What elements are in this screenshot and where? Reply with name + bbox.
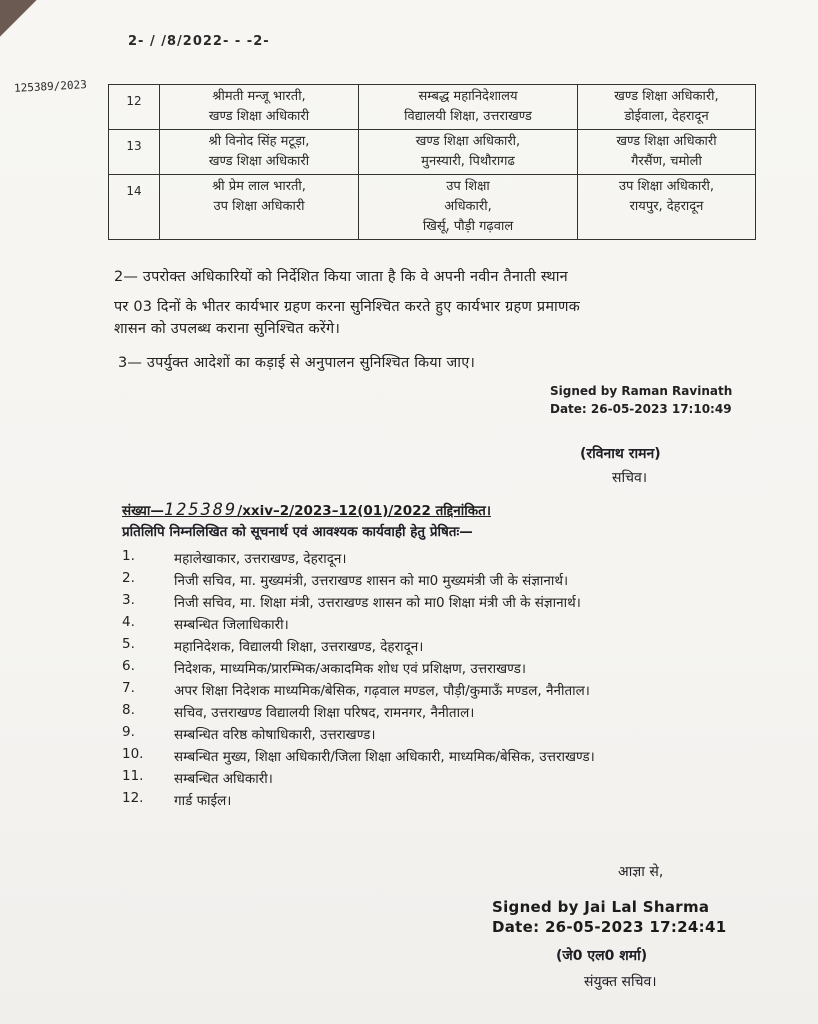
list-item bbox=[122, 724, 772, 746]
officer-cell bbox=[160, 130, 359, 175]
list-item-number: 3. bbox=[122, 592, 135, 608]
current-post-cell bbox=[359, 85, 578, 130]
signature2-signed-by: Signed by Jai Lal Sharma bbox=[492, 898, 710, 916]
signature1-title: सचिव। bbox=[612, 470, 648, 486]
page-reference: 2- / /8/2022- - -2- bbox=[128, 34, 270, 49]
list-item bbox=[122, 768, 772, 790]
serial-number: 12 bbox=[126, 94, 142, 108]
list-item-text: गार्ड फाईल। bbox=[174, 793, 232, 809]
current-post-line: खण्ड शिक्षा अधिकारी, bbox=[415, 134, 521, 149]
officer-name: श्रीमती मन्जू भारती, bbox=[212, 89, 306, 104]
new-post-line: रायपुर, देहरादून bbox=[629, 199, 704, 214]
page-fold bbox=[0, 0, 60, 60]
list-item-number: 12. bbox=[122, 790, 144, 806]
list-item bbox=[122, 790, 772, 812]
current-post-line: अधिकारी, bbox=[444, 199, 492, 214]
officer-cell bbox=[160, 85, 359, 130]
list-item bbox=[122, 702, 772, 724]
new-post-cell bbox=[578, 175, 756, 240]
list-item bbox=[122, 658, 772, 680]
list-item bbox=[122, 636, 772, 658]
list-item-text: सम्बन्धित वरिष्ठ कोषाधिकारी, उत्तराखण्ड। bbox=[174, 727, 376, 743]
list-item-text: सम्बन्धित मुख्य, शिक्षा अधिकारी/जिला शिक्षा अधिकारी, माध्यमिक/बेसिक, उत्तराखण्ड। bbox=[174, 749, 595, 765]
signature1-name: (रविनाथ रामन) bbox=[580, 446, 661, 462]
list-item-text: अपर शिक्षा निदेशक माध्यमिक/बेसिक, गढ़वाल मण्डल, पौड़ी/कुमाऊँ मण्डल, नैनीताल। bbox=[174, 683, 590, 699]
para2-line2: पर 03 दिनों के भीतर कार्यभार ग्रहण करना सुनिश्चित करते हुए कार्यभार ग्रहण प्रमाणक bbox=[114, 299, 580, 315]
cc-heading: प्रतिलिपि निम्नलिखित को सूचनार्थ एवं आवश्यक कार्यवाही हेतु प्रेषितः— bbox=[122, 524, 473, 540]
para2-line3: शासन को उपलब्ध कराना सुनिश्चित करेंगे। bbox=[114, 321, 341, 337]
reference-number bbox=[122, 500, 491, 520]
signature2-name: (जे0 एल0 शर्मा) bbox=[556, 948, 648, 964]
list-item-number: 2. bbox=[122, 570, 135, 586]
list-item-text: महालेखाकार, उत्तराखण्ड, देहरादून। bbox=[174, 551, 347, 567]
signature2-title: संयुक्त सचिव। bbox=[584, 974, 657, 990]
list-item bbox=[122, 746, 772, 768]
list-item-text: निजी सचिव, मा. मुख्यमंत्री, उत्तराखण्ड शासन को मा0 मुख्यमंत्री जी के संज्ञानार्थ। bbox=[174, 573, 569, 589]
list-item-text: सम्बन्धित अधिकारी। bbox=[174, 771, 273, 787]
row-serial bbox=[109, 85, 160, 130]
officer-role: उप शिक्षा अधिकारी bbox=[213, 199, 305, 214]
table-row bbox=[109, 130, 756, 175]
reference-prefix: संख्या— bbox=[122, 503, 164, 519]
officer-role: खण्ड शिक्षा अधिकारी bbox=[208, 154, 310, 169]
cc-list bbox=[122, 548, 772, 812]
list-item-number: 10. bbox=[122, 746, 144, 762]
row-serial bbox=[109, 175, 160, 240]
new-post-line: डोईवाला, देहरादून bbox=[624, 109, 709, 124]
new-post-line: उप शिक्षा अधिकारी, bbox=[618, 179, 715, 194]
list-item-number: 7. bbox=[122, 680, 135, 696]
signature2-order: आज्ञा से, bbox=[618, 864, 664, 880]
list-item bbox=[122, 570, 772, 592]
new-post-line: गैरसैंण, चमोली bbox=[631, 154, 702, 169]
list-item-text: सम्बन्धित जिलाधिकारी। bbox=[174, 617, 289, 633]
current-post-line: विद्यालयी शिक्षा, उत्तराखण्ड bbox=[404, 109, 532, 124]
signature1-date: Date: 26-05-2023 17:10:49 bbox=[550, 402, 732, 416]
signature2-date: Date: 26-05-2023 17:24:41 bbox=[492, 918, 727, 936]
current-post-line: खिर्सू, पौड़ी गढ़वाल bbox=[422, 219, 514, 234]
officer-role: खण्ड शिक्षा अधिकारी bbox=[208, 109, 310, 124]
table-row bbox=[109, 175, 756, 240]
para3: 3— उपर्युक्त आदेशों का कड़ाई से अनुपालन सुनिश्चित किया जाए। bbox=[118, 355, 476, 371]
reference-suffix: /xxiv–2/2023–12(01)/2022 तद्दिनांकित। bbox=[237, 503, 491, 519]
new-post-line: खण्ड शिक्षा अधिकारी, bbox=[614, 89, 719, 104]
list-item-number: 11. bbox=[122, 768, 144, 784]
signature1-signed-by: Signed by Raman Ravinath bbox=[550, 384, 733, 398]
current-post-line: उप शिक्षा bbox=[446, 179, 490, 194]
officer-name: श्री विनोद सिंह मटूड़ा, bbox=[208, 134, 310, 149]
list-item-text: सचिव, उत्तराखण्ड विद्यालयी शिक्षा परिषद, रामनगर, नैनीताल। bbox=[174, 705, 475, 721]
transfer-table bbox=[108, 84, 756, 240]
new-post-cell bbox=[578, 85, 756, 130]
reference-handwritten-number: 125389 bbox=[163, 500, 238, 520]
margin-file-number: 125389/2023 bbox=[13, 78, 88, 95]
row-serial bbox=[109, 130, 160, 175]
list-item-number: 8. bbox=[122, 702, 135, 718]
list-item-text: निदेशक, माध्यमिक/प्रारम्भिक/अकादमिक शोध एवं प्रशिक्षण, उत्तराखण्ड। bbox=[174, 661, 526, 677]
list-item bbox=[122, 680, 772, 702]
current-post-line: मुनस्यारी, पिथौरागढ bbox=[421, 154, 515, 169]
serial-number: 13 bbox=[126, 139, 142, 153]
list-item bbox=[122, 548, 772, 570]
serial-number: 14 bbox=[126, 184, 142, 198]
table-row bbox=[109, 85, 756, 130]
list-item-number: 5. bbox=[122, 636, 135, 652]
current-post-cell bbox=[359, 175, 578, 240]
list-item-number: 6. bbox=[122, 658, 135, 674]
list-item-number: 4. bbox=[122, 614, 135, 630]
list-item-number: 1. bbox=[122, 548, 135, 564]
officer-name: श्री प्रेम लाल भारती, bbox=[212, 179, 306, 194]
list-item-text: निजी सचिव, मा. शिक्षा मंत्री, उत्तराखण्ड शासन को मा0 शिक्षा मंत्री जी के संज्ञानार्थ। bbox=[174, 595, 581, 611]
list-item bbox=[122, 592, 772, 614]
para2-line1: 2— उपरोक्त अधिकारियों को निर्देशित किया जाता है कि वे अपनी नवीन तैनाती स्थान bbox=[114, 269, 568, 285]
list-item-number: 9. bbox=[122, 724, 135, 740]
current-post-cell bbox=[359, 130, 578, 175]
new-post-cell bbox=[578, 130, 756, 175]
officer-cell bbox=[160, 175, 359, 240]
list-item bbox=[122, 614, 772, 636]
current-post-line: सम्बद्ध महानिदेशालय bbox=[418, 89, 518, 104]
new-post-line: खण्ड शिक्षा अधिकारी bbox=[616, 134, 717, 149]
list-item-text: महानिदेशक, विद्यालयी शिक्षा, उत्तराखण्ड, देहरादून। bbox=[174, 639, 424, 655]
